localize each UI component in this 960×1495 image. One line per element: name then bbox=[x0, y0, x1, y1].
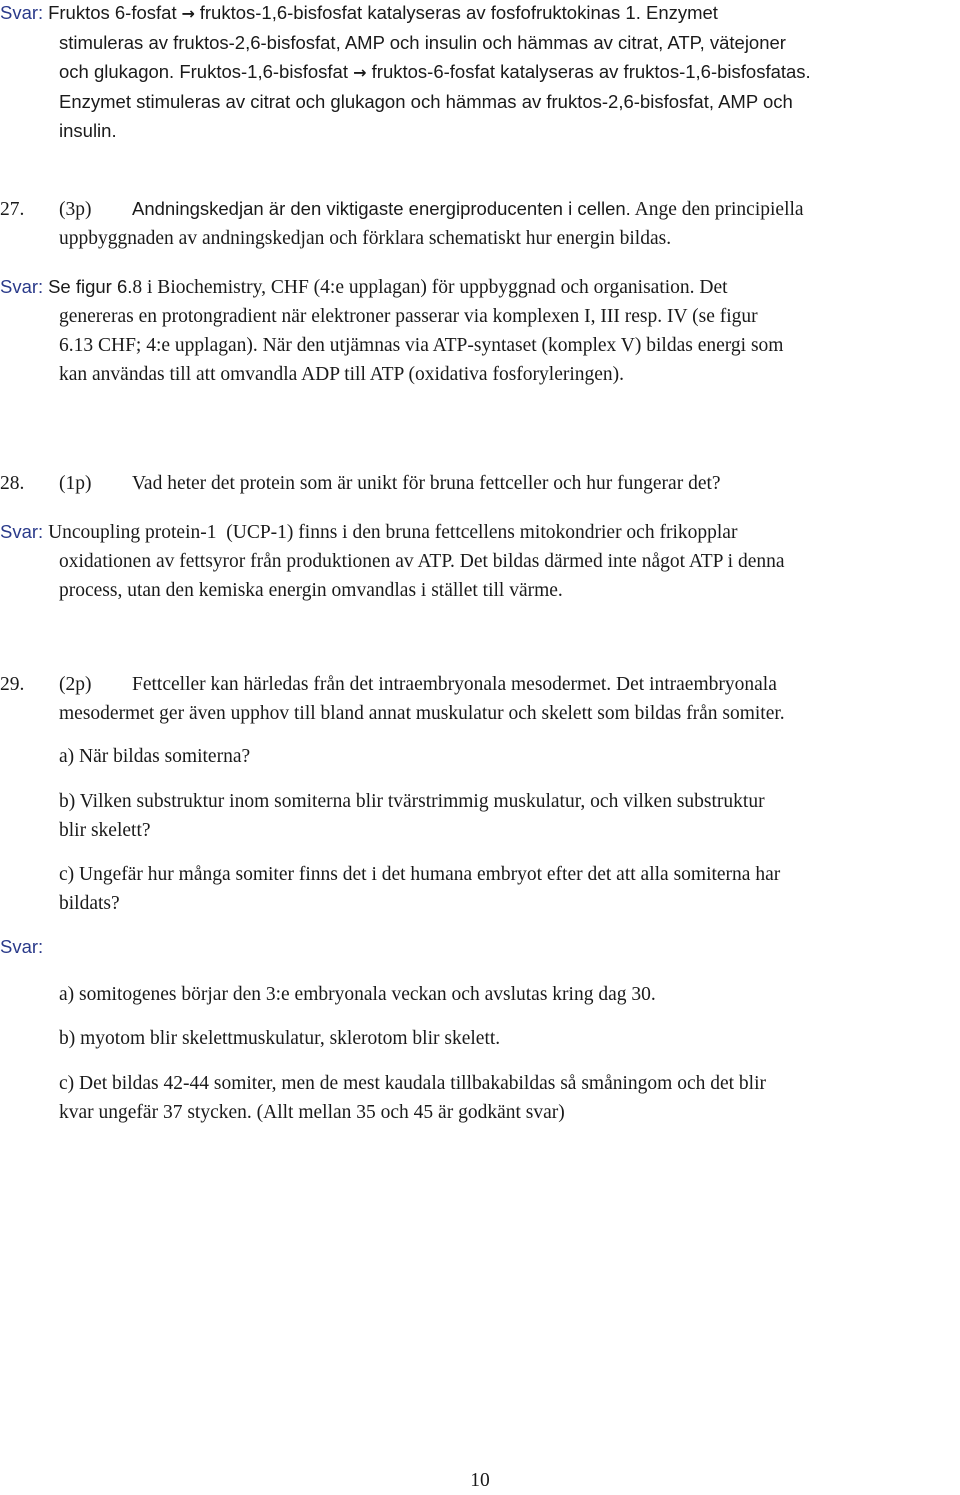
question-number: 29. bbox=[0, 674, 25, 695]
sub-question-a: a) När bildas somiterna? bbox=[59, 746, 251, 767]
svar-label: Svar: bbox=[0, 2, 44, 23]
question-text: Ange den principiella bbox=[634, 199, 804, 220]
sub-question-c: c) Ungefär hur många somiter finns det i det humana embryot efter det att alla somiterna har bildats? bbox=[59, 864, 781, 914]
question-text: Andningskedjan är den viktigaste energiproducenten i cellen. bbox=[132, 198, 631, 219]
intro-text: Fruktos 6-fosfat bbox=[48, 2, 177, 23]
svar-label: Svar: bbox=[0, 936, 44, 957]
answer-27-line-1 bbox=[0, 272, 940, 302]
question-number: 27. bbox=[0, 199, 25, 220]
question-27-line-2: uppbyggnaden av andningskedjan och förklara schematiskt hur energin bildas. bbox=[59, 228, 672, 249]
answer-28-line-1 bbox=[0, 517, 940, 547]
intro-line-4: Enzymet stimuleras av citrat och glukagon och hämmas av fruktos-2,6-bisfosfat, AMP och bbox=[59, 91, 793, 112]
answer-text: 8 i Biochemistry, CHF (4:e upplagan) för uppbyggnad och organisation. Det bbox=[132, 277, 728, 298]
question-28-line-1 bbox=[0, 469, 940, 498]
question-28 bbox=[0, 469, 940, 498]
intro-answer bbox=[0, 0, 940, 145]
answer-28-line-2: oxidationen av fettsyror från produktionen av ATP. Det bildas därmed inte något ATP i denna bbox=[59, 551, 785, 572]
question-points: (1p) bbox=[59, 473, 92, 494]
question-text: Vad heter det protein som är unikt för bruna fettceller och hur fungerar det? bbox=[132, 473, 721, 494]
sub-question-b: b) Vilken substruktur inom somiterna blir tvärstrimmig muskulatur, och vilken substruktur blir skelett? bbox=[59, 791, 765, 841]
answer-27-line-2: genereras en protongradient när elektroner passerar via komplexen I, III resp. IV (se figur bbox=[59, 306, 758, 327]
question-points: (2p) bbox=[59, 674, 92, 695]
answer-text: Uncoupling protein-1 (UCP-1) finns i den bruna fettcellens mitokondrier och frikopplar bbox=[43, 522, 738, 543]
answer-29-a: a) somitogenes börjar den 3:e embryonala veckan och avslutas kring dag 30. bbox=[59, 984, 656, 1005]
question-29-line-1 bbox=[0, 670, 940, 699]
answer-27 bbox=[0, 272, 940, 389]
arrow-right-icon: → bbox=[181, 4, 195, 23]
answer-29-label bbox=[0, 932, 940, 962]
intro-line-3: och glukagon. Fruktos-1,6-bisfosfat → fruktos-6-fosfat katalyseras av fruktos-1,6-bisfosfatas. bbox=[59, 61, 811, 82]
svar-label: Svar: bbox=[0, 276, 44, 297]
intro-line-1 bbox=[0, 0, 940, 28]
intro-line-5: insulin. bbox=[59, 120, 117, 141]
answer-28 bbox=[0, 517, 940, 605]
question-points: (3p) bbox=[59, 199, 92, 220]
answer-27-line-3: 6.13 CHF; 4:e upplagan). När den utjämnas via ATP-syntaset (komplex V) bildas energi som bbox=[59, 335, 784, 356]
question-number: 28. bbox=[0, 473, 25, 494]
question-text: Fettceller kan härledas från det intraembryonala mesodermet. Det intraembryonala bbox=[132, 674, 777, 695]
answer-29-c: c) Det bildas 42-44 somiter, men de mest kaudala tillbakabildas så småningom och det blir kvar ungefär 37 stycken. (Allt mellan 35 och 45 är godkänt svar) bbox=[59, 1073, 767, 1123]
intro-line-2: stimuleras av fruktos-2,6-bisfosfat, AMP och insulin och hämmas av citrat, ATP, vätejoner bbox=[59, 32, 786, 53]
question-27-line-1 bbox=[0, 194, 940, 224]
arrow-right-icon: → bbox=[353, 63, 367, 82]
answer-27-line-4: kan användas till att omvandla ADP till ATP (oxidativa fosforyleringen). bbox=[59, 364, 625, 385]
question-29-line-2: mesodermet ger även upphov till bland annat muskulatur och skelett som bildas från somiter. bbox=[59, 703, 785, 724]
svar-label: Svar: bbox=[0, 521, 44, 542]
answer-28-line-3: process, utan den kemiska energin omvandlas i stället till värme. bbox=[59, 580, 563, 601]
intro-text: fruktos-1,6-bisfosfat katalyseras av fosfofruktokinas 1. Enzymet bbox=[199, 2, 718, 23]
page-number: 10 bbox=[470, 1470, 490, 1491]
answer-text: Se figur 6. bbox=[48, 276, 133, 297]
answer-29-b: b) myotom blir skelettmuskulatur, sklerotom blir skelett. bbox=[59, 1028, 501, 1049]
question-27 bbox=[0, 194, 940, 253]
question-29 bbox=[0, 670, 940, 728]
